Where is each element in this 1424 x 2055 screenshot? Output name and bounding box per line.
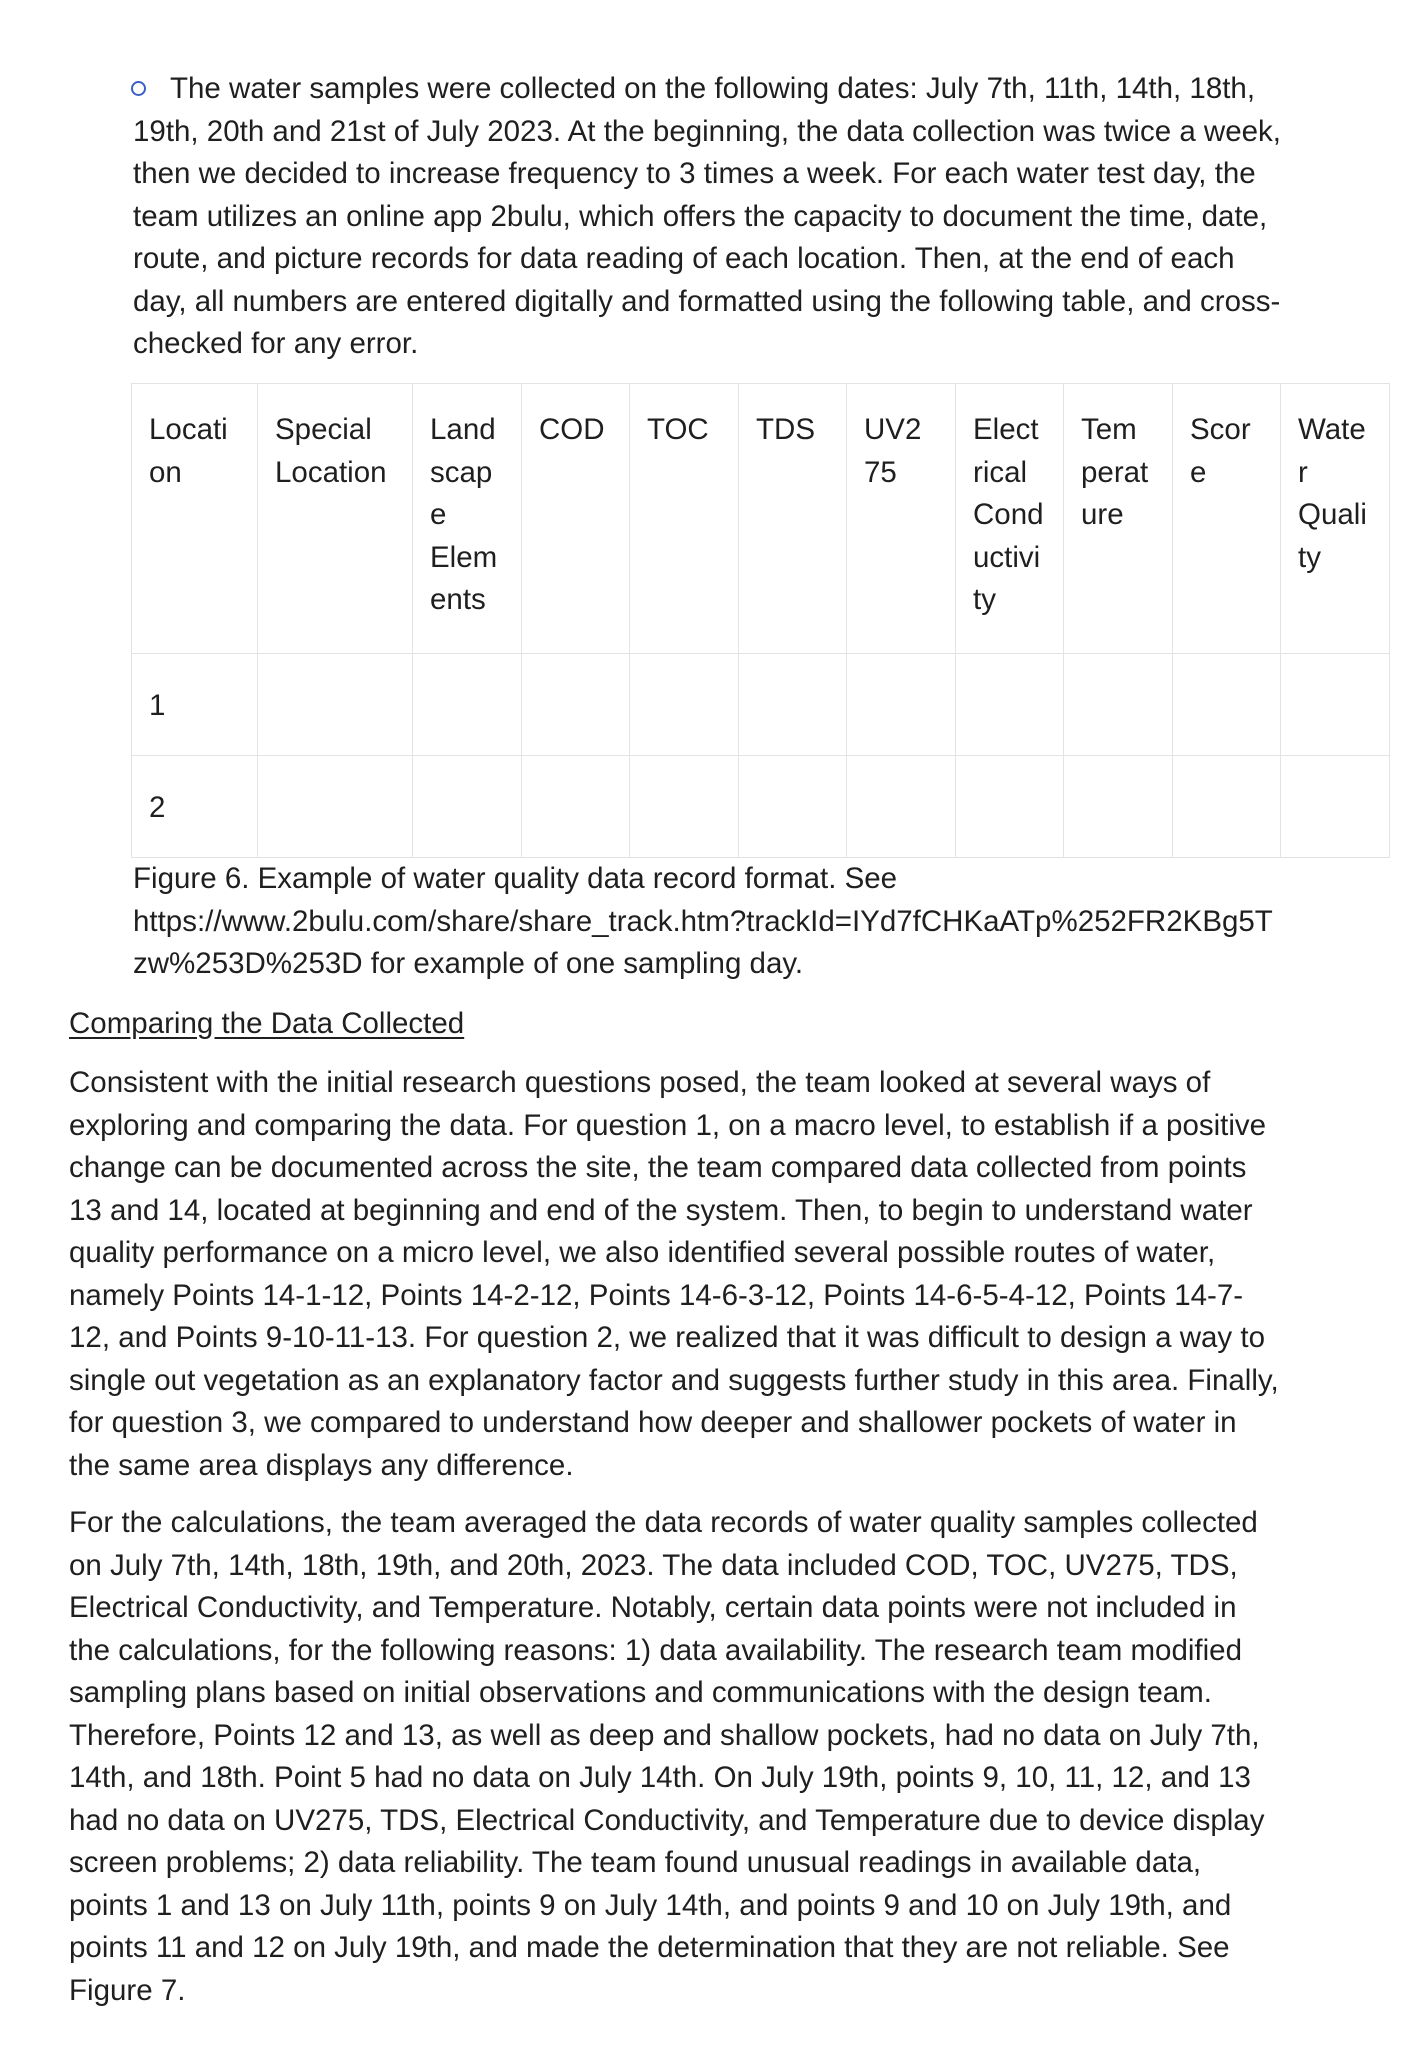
paragraph-line: had no data on UV275, TDS, Electrical Conductivity, and Temperature due to device display [69, 1803, 1265, 1837]
body-paragraph [69, 1502, 1369, 2012]
header-cell-landscape-elements: Land scap e Elem ents [413, 384, 522, 654]
table-cell [1064, 654, 1173, 756]
table-cell [847, 756, 956, 858]
paragraph-line: 12, and Points 9-10-11-13. For question 2, we realized that it was difficult to design a way to [69, 1321, 1265, 1354]
table-cell [630, 654, 739, 756]
table-cell [522, 654, 630, 756]
paragraph-line: exploring and comparing the data. For question 1, on a macro level, to establish if a positive [69, 1108, 1267, 1142]
section-heading: Comparing the Data Collected [69, 1007, 465, 1040]
table-cell [1281, 756, 1390, 858]
header-cell-cod: COD [522, 384, 630, 654]
paragraph-line: points 1 and 13 on July 11th, points 9 on July 14th, and points 9 and 10 on July 19th, and [69, 1888, 1232, 1922]
header-cell-location: Locati on [132, 384, 258, 654]
table-cell: 2 [132, 756, 258, 858]
table-cell [1281, 654, 1390, 756]
paragraph-line: single out vegetation as an explanatory factor and suggests further study in this area. Finally, [69, 1363, 1279, 1397]
table-cell [739, 654, 847, 756]
header-cell-uv275: UV2 75 [847, 384, 956, 654]
table-cell [413, 654, 522, 756]
table-cell [258, 654, 413, 756]
header-cell-special-location: Special Location [258, 384, 413, 654]
table-header-row [132, 384, 1390, 654]
header-cell-temperature: Tem perat ure [1064, 384, 1173, 654]
paragraph-line: for question 3, we compared to understand how deeper and shallower pockets of water in [69, 1406, 1237, 1439]
table-cell [1173, 756, 1281, 858]
table-cell [739, 756, 847, 858]
header-cell-score: Scor e [1173, 384, 1281, 654]
bullet-line: checked for any error. [133, 327, 419, 360]
table-cell [522, 756, 630, 858]
table-cell [258, 756, 413, 858]
paragraph-line: the same area displays any difference. [69, 1448, 574, 1482]
paragraph-line: For the calculations, the team averaged the data records of water quality samples collected [69, 1506, 1258, 1539]
paragraph-line: Electrical Conductivity, and Temperature. Notably, certain data points were not included in [69, 1591, 1237, 1624]
paragraph-line: the calculations, for the following reasons: 1) data availability. The research team modified [69, 1633, 1242, 1667]
caption-line: Figure 6. Example of water quality data record format. See [133, 862, 898, 895]
paragraph-line: screen problems; 2) data reliability. The team found unusual readings in available data, [69, 1846, 1202, 1879]
paragraph-line: change can be documented across the site, the team compared data collected from points [69, 1151, 1247, 1184]
table-cell [413, 756, 522, 858]
paragraph-line: quality performance on a micro level, we also identified several possible routes of water, [69, 1236, 1216, 1269]
caption-line: zw%253D%253D for example of one sampling day. [133, 947, 804, 980]
paragraph-line: namely Points 14-1-12, Points 14-2-12, Points 14-6-3-12, Points 14-6-5-4-12, Points 14-7- [69, 1278, 1244, 1312]
figure-caption [133, 858, 1343, 986]
bullet-line: route, and picture records for data reading of each location. Then, at the end of each [133, 242, 1235, 275]
hollow-bullet-icon [131, 81, 146, 96]
header-cell-water-quality: Wate r Quali ty [1281, 384, 1390, 654]
header-cell-toc: TOC [630, 384, 739, 654]
table-cell [1064, 756, 1173, 858]
bullet-line: 19th, 20th and 21st of July 2023. At the beginning, the data collection was twice a week, [133, 114, 1281, 148]
header-cell-electrical-conductivity: Elect rical Cond uctivi ty [956, 384, 1064, 654]
table-cell [956, 654, 1064, 756]
paragraph-line: Figure 7. [69, 1973, 186, 2007]
header-cell-tds: TDS [739, 384, 847, 654]
table-cell [1173, 654, 1281, 756]
table-row [132, 756, 1390, 858]
bullet-paragraph [133, 68, 1333, 366]
paragraph-line: Consistent with the initial research questions posed, the team looked at several ways of [69, 1066, 1211, 1099]
table-cell [956, 756, 1064, 858]
paragraph-line: 14th, and 18th. Point 5 had no data on July 14th. On July 19th, points 9, 10, 11, 12, and 13 [69, 1761, 1251, 1794]
water-quality-record-table [131, 383, 1390, 858]
bullet-line: team utilizes an online app 2bulu, which offers the capacity to document the time, date, [133, 199, 1268, 233]
paragraph-line: on July 7th, 14th, 18th, 19th, and 20th, 2023. The data included COD, TOC, UV275, TDS, [69, 1548, 1238, 1582]
paragraph-line: 13 and 14, located at beginning and end of the system. Then, to begin to understand water [69, 1193, 1253, 1227]
bullet-line: day, all numbers are entered digitally and formatted using the following table, and cross- [133, 284, 1281, 318]
table-cell: 1 [132, 654, 258, 756]
table-cell [847, 654, 956, 756]
body-paragraph [69, 1062, 1369, 1487]
paragraph-line: sampling plans based on initial observations and communications with the design team. [69, 1676, 1212, 1709]
caption-link-line: https://www.2bulu.com/share/share_track.htm?trackId=IYd7fCHKaATp%252FR2KBg5T [133, 904, 1273, 938]
bullet-line: then we decided to increase frequency to 3 times a week. For each water test day, the [133, 157, 1256, 190]
paragraph-line: points 11 and 12 on July 19th, and made the determination that they are not reliable. See [69, 1931, 1230, 1964]
paragraph-line: Therefore, Points 12 and 13, as well as deep and shallow pockets, had no data on July 7th, [69, 1718, 1260, 1752]
table-row [132, 654, 1390, 756]
bullet-line: The water samples were collected on the following dates: July 7th, 11th, 14th, 18th, [170, 72, 1256, 105]
table-cell [630, 756, 739, 858]
